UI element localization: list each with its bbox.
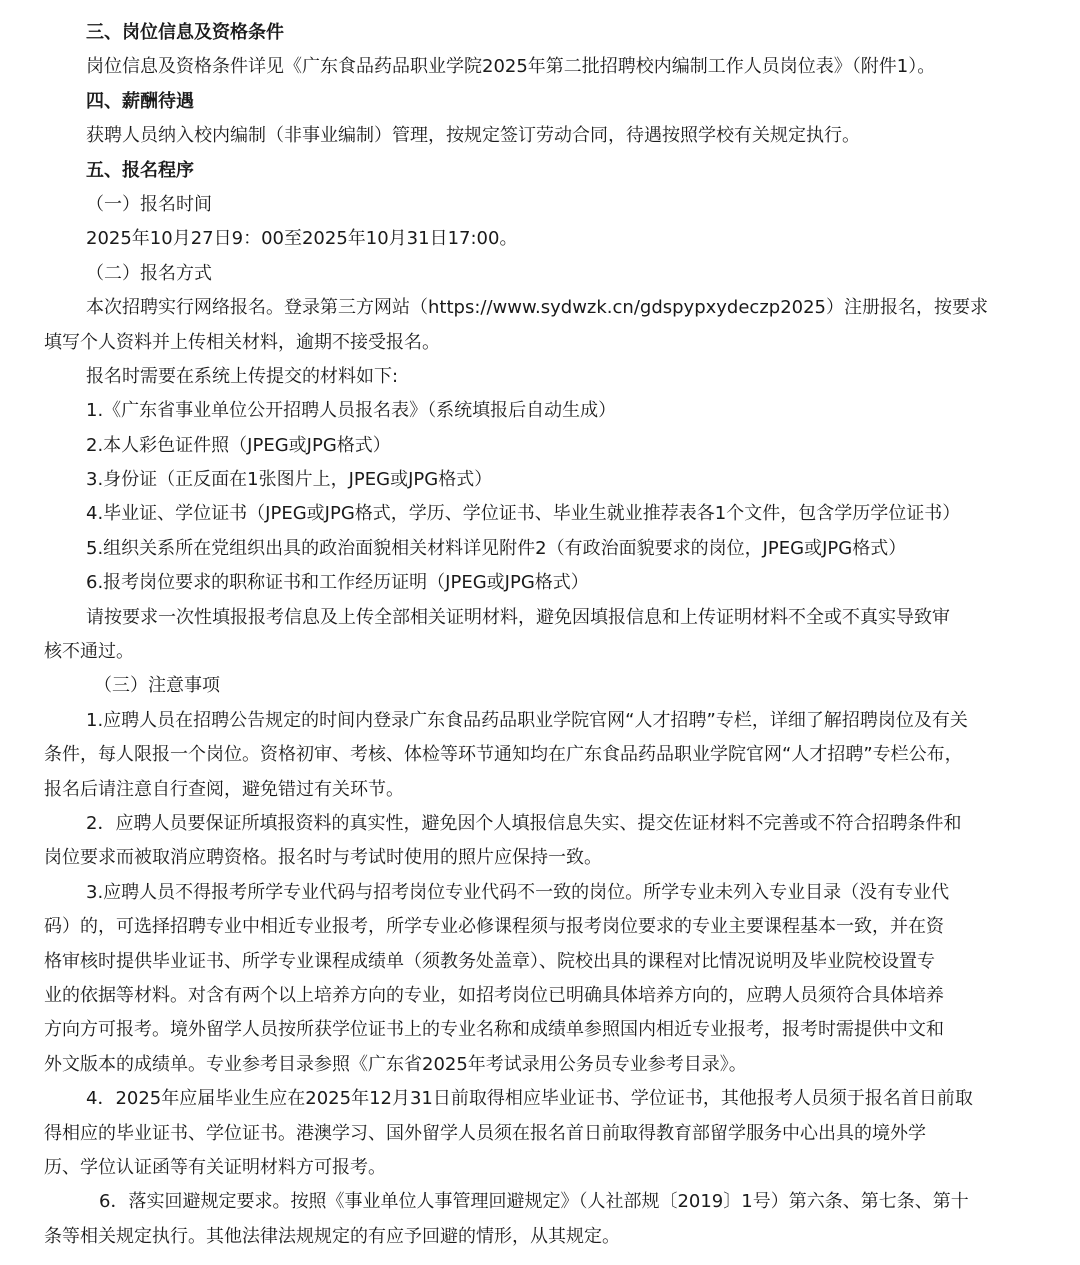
paragraph-line: 2．应聘人员要保证所填报资料的真实性，避免因个人填报信息失实、提交佐证材料不完善或不符合招聘条件和 bbox=[86, 812, 962, 834]
section-heading-3: 三、岗位信息及资格条件 bbox=[86, 22, 284, 43]
paragraph-line: 外文版本的成绩单。专业参考目录参照《广东省2025年考试录用公务员专业参考目录》。 bbox=[44, 1053, 747, 1075]
paragraph-line: 码）的，可选择招聘专业中相近专业报考，所学专业必修课程须与报考岗位要求的专业主要课程基本一致，并在资 bbox=[44, 916, 944, 938]
paragraph-line: 核不通过。 bbox=[44, 641, 134, 663]
paragraph-line: 报名后请注意自行查阅，避免错过有关环节。 bbox=[44, 778, 404, 800]
paragraph-line: 得相应的毕业证书、学位证书。港澳学习、国外留学人员须在报名首日前取得教育部留学服务中心出具的境外学 bbox=[44, 1122, 926, 1144]
paragraph-line: 3.应聘人员不得报考所学专业代码与招考岗位专业代码不一致的岗位。所学专业未列入专业目录（没有专业代 bbox=[86, 881, 950, 903]
paragraph-line: 历、学位认证函等有关证明材料方可报考。 bbox=[44, 1156, 386, 1178]
paragraph-line: 业的依据等材料。对含有两个以上培养方向的专业，如招考岗位已明确具体培养方向的，应聘人员须符合具体培养 bbox=[44, 984, 944, 1006]
paragraph-line: 本次招聘实行网络报名。登录第三方网站（https://www.sydwzk.cn/gdspypxydeczp2025）注册报名，按要求 bbox=[86, 297, 989, 319]
paragraph-line: 条件，每人限报一个岗位。资格初审、考核、体检等环节通知均在广东食品药品职业学院官网“人才招聘”专栏公布， bbox=[44, 744, 963, 766]
paragraph-line: 格审核时提供毕业证书、所学专业课程成绩单（须教务处盖章）、院校出具的课程对比情况说明及毕业院校设置专 bbox=[44, 950, 935, 972]
subsection-heading: （一）报名时间 bbox=[86, 193, 212, 215]
paragraph-line: 2025年10月27日9：00至2025年10月31日17:00。 bbox=[86, 228, 518, 250]
paragraph-line: 1.应聘人员在招聘公告规定的时间内登录广东食品药品职业学院官网“人才招聘”专栏，详细了解招聘岗位及有关 bbox=[86, 709, 968, 731]
paragraph-line: 岗位信息及资格条件详见《广东食品药品职业学院2025年第二批招聘校内编制工作人员岗位表》（附件1）。 bbox=[86, 56, 936, 78]
paragraph-line: 4．2025年应届毕业生应在2025年12月31日前取得相应毕业证书、学位证书，其他报考人员须于报名首日前取 bbox=[86, 1088, 973, 1110]
section-heading-5: 五、报名程序 bbox=[86, 159, 194, 181]
paragraph-line: 获聘人员纳入校内编制（非事业编制）管理，按规定签订劳动合同，待遇按照学校有关规定执行。 bbox=[86, 125, 860, 147]
list-item: 3.身份证（正反面在1张图片上，JPEG或JPG格式） bbox=[86, 469, 493, 491]
paragraph-line: 填写个人资料并上传相关材料，逾期不接受报名。 bbox=[44, 331, 440, 353]
subsection-heading: （二）报名方式 bbox=[86, 262, 212, 284]
paragraph-line: 报名时需要在系统上传提交的材料如下: bbox=[86, 365, 399, 387]
paragraph-line: 请按要求一次性填报报考信息及上传全部相关证明材料，避免因填报信息和上传证明材料不全或不真实导致审 bbox=[86, 606, 950, 628]
paragraph-line: 方向方可报考。境外留学人员按所获学位证书上的专业名称和成绩单参照国内相近专业报考，报考时需提供中文和 bbox=[44, 1019, 944, 1041]
list-item: 6.报考岗位要求的职称证书和工作经历证明（JPEG或JPG格式） bbox=[86, 572, 589, 594]
paragraph-line: 岗位要求而被取消应聘资格。报名时与考试时使用的照片应保持一致。 bbox=[44, 847, 602, 869]
list-item: 1.《广东省事业单位公开招聘人员报名表》（系统填报后自动生成） bbox=[86, 400, 617, 422]
paragraph-line: 6．落实回避规定要求。按照《事业单位人事管理回避规定》（人社部规〔2019〕1号）第六条、第七条、第十 bbox=[99, 1191, 969, 1213]
list-item: 5.组织关系所在党组织出具的政治面貌相关材料详见附件2（有政治面貌要求的岗位，JPEG或JPG格式） bbox=[86, 537, 907, 559]
section-heading-4: 四、薪酬待遇 bbox=[86, 90, 194, 112]
subsection-heading: （三）注意事项 bbox=[94, 675, 220, 697]
list-item: 2.本人彩色证件照（JPEG或JPG格式） bbox=[86, 434, 391, 456]
list-item: 4.毕业证、学位证书（JPEG或JPG格式，学历、学位证书、毕业生就业推荐表各1个文件，包含学历学位证书） bbox=[86, 503, 961, 525]
paragraph-line: 条等相关规定执行。其他法律法规规定的有应予回避的情形，从其规定。 bbox=[44, 1225, 620, 1247]
